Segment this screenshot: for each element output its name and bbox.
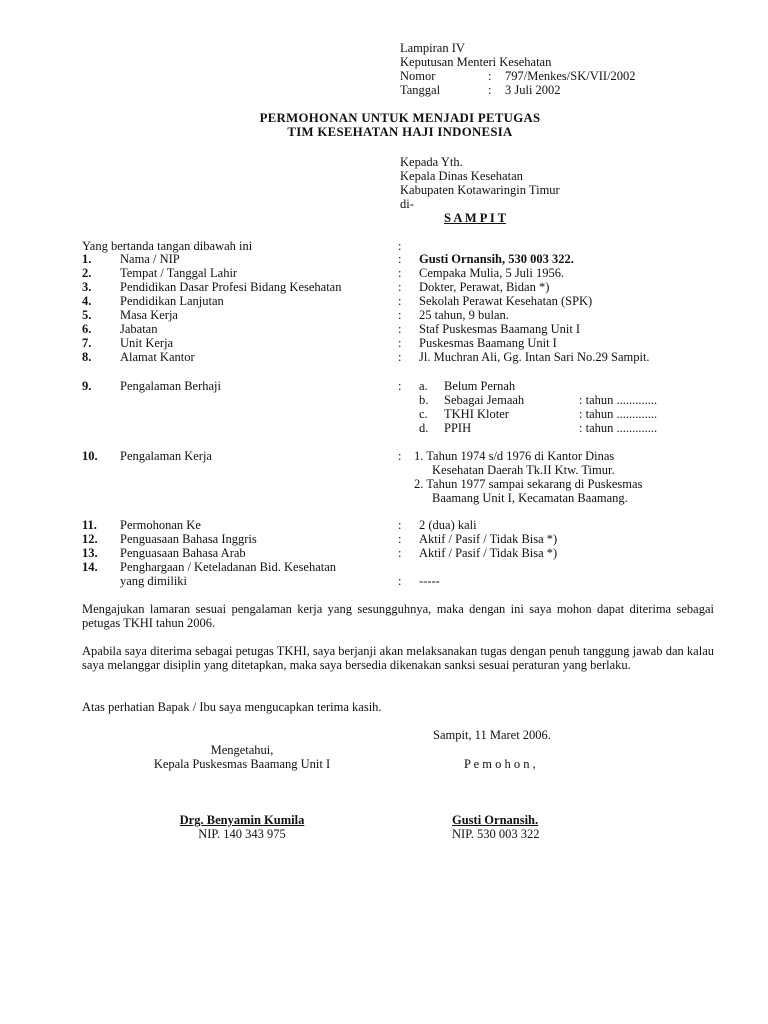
field-colon: : [398, 280, 402, 294]
field-value: 25 tahun, 9 bulan. [419, 308, 509, 322]
field-colon: : [398, 350, 402, 364]
place-date: Sampit, 11 Maret 2006. [433, 728, 551, 742]
kerja-line: Baamang Unit I, Kecamatan Baamang. [432, 491, 628, 505]
signer-left-name: Drg. Benyamin Kumila [179, 813, 305, 827]
paragraph-commitment: Apabila saya diterima sebagai petugas TKHI, saya berjanji akan melaksanakan tugas dengan penuh tanggung jawab dan kalau saya melanggar disiplin yang ditetapkan, maka saya bersedia dikenakan sanksi sesuai peraturan yang berlaku. [82, 644, 714, 673]
recipient-line3: Kabupaten Kotawaringin Timur [400, 183, 560, 197]
field-number: 13. [82, 546, 98, 560]
field-number: 9. [82, 379, 92, 393]
haji-item-year: : tahun ............. [579, 421, 658, 435]
kerja-line: Kesehatan Daerah Tk.II Ktw. Timur. [432, 463, 615, 477]
field-colon: : [398, 379, 402, 393]
document-title-line2: TIM KESEHATAN HAJI INDONESIA [287, 125, 513, 139]
field-value: Dokter, Perawat, Bidan *) [419, 280, 550, 294]
field-colon: : [398, 252, 402, 266]
field-colon: : [398, 336, 402, 350]
recipient-line4: di- [400, 197, 414, 211]
haji-item-text: TKHI Kloter [444, 407, 509, 421]
field-label: Penghargaan / Keteladanan Bid. Kesehatan [120, 560, 337, 574]
field-label-cont: yang dimiliki [120, 574, 188, 588]
field-number: 10. [82, 449, 98, 463]
field-value: Aktif / Pasif / Tidak Bisa *) [419, 546, 558, 560]
field-label: Pendidikan Lanjutan [120, 294, 224, 308]
kerja-line: 2. Tahun 1977 sampai sekarang di Puskesmas [414, 477, 643, 491]
signer-right-name: Gusti Ornansih. [452, 813, 539, 827]
field-value: Cempaka Mulia, 5 Juli 1956. [419, 266, 565, 280]
field-label: Nama / NIP [120, 252, 180, 266]
paragraph-application: Mengajukan lamaran sesuai pengalaman kerja yang sesungguhnya, maka dengan ini saya mohon dapat diterima sebagai petugas TKHI tahun 2006. [82, 602, 714, 631]
haji-item-text: PPIH [444, 421, 472, 435]
field-value: Puskesmas Baamang Unit I [419, 336, 557, 350]
field-number: 4. [82, 294, 92, 308]
nomor-value: 797/Menkes/SK/VII/2002 [505, 69, 636, 83]
haji-item-text: Belum Pernah [444, 379, 516, 393]
mengetahui-text: Mengetahui, [210, 743, 274, 757]
field-number: 14. [82, 560, 98, 574]
field-colon: : [398, 449, 402, 463]
haji-item-letter: d. [419, 421, 429, 435]
keputusan-text: Keputusan Menteri Kesehatan [400, 55, 552, 69]
haji-item-letter: a. [419, 379, 428, 393]
document-title-line1: PERMOHONAN UNTUK MENJADI PETUGAS [259, 111, 541, 125]
recipient-line1: Kepada Yth. [400, 155, 463, 169]
field-label: Pengalaman Kerja [120, 449, 212, 463]
field-value: ----- [419, 574, 440, 588]
haji-item-text: Sebagai Jemaah [444, 393, 525, 407]
field-number: 1. [82, 252, 92, 266]
recipient-line2: Kepala Dinas Kesehatan [400, 169, 523, 183]
pemohon-text: P e m o h o n , [464, 757, 536, 771]
field-value: Gusti Ornansih, 530 003 322. [419, 252, 574, 266]
field-number: 3. [82, 280, 92, 294]
field-number: 12. [82, 532, 98, 546]
field-value: Aktif / Pasif / Tidak Bisa *) [419, 532, 558, 546]
field-colon: : [398, 308, 402, 322]
field-number: 7. [82, 336, 92, 350]
haji-item-year: : tahun ............. [579, 393, 658, 407]
lampiran-text: Lampiran IV [400, 41, 465, 55]
kerja-line: 1. Tahun 1974 s/d 1976 di Kantor Dinas [414, 449, 615, 463]
field-number: 8. [82, 350, 92, 364]
field-value: Jl. Muchran Ali, Gg. Intan Sari No.29 Sampit. [419, 350, 650, 364]
intro-colon: : [398, 239, 402, 253]
field-number: 6. [82, 322, 92, 336]
field-number: 2. [82, 266, 92, 280]
tanggal-label: Tanggal [400, 83, 441, 97]
tanggal-colon: : [488, 83, 492, 97]
field-value: 2 (dua) kali [419, 518, 477, 532]
field-colon: : [398, 574, 402, 588]
field-colon: : [398, 546, 402, 560]
field-colon: : [398, 322, 402, 336]
kepala-puskesmas-text: Kepala Puskesmas Baamang Unit I [153, 757, 331, 771]
field-value: Staf Puskesmas Baamang Unit I [419, 322, 581, 336]
field-label: Pendidikan Dasar Profesi Bidang Kesehatan [120, 280, 342, 294]
paragraph-thanks: Atas perhatian Bapak / Ibu saya mengucapkan terima kasih. [82, 700, 382, 714]
field-value: Sekolah Perawat Kesehatan (SPK) [419, 294, 593, 308]
field-colon: : [398, 266, 402, 280]
field-label: Masa Kerja [120, 308, 178, 322]
field-label: Unit Kerja [120, 336, 174, 350]
field-label: Penguasaan Bahasa Inggris [120, 532, 257, 546]
field-colon: : [398, 518, 402, 532]
haji-item-year: : tahun ............. [579, 407, 658, 421]
recipient-city: S A M P I T [444, 211, 506, 225]
field-label: Permohonan Ke [120, 518, 201, 532]
signer-left-nip: NIP. 140 343 975 [198, 827, 286, 841]
field-colon: : [398, 532, 402, 546]
field-label: Tempat / Tanggal Lahir [120, 266, 238, 280]
signer-right-nip: NIP. 530 003 322 [452, 827, 540, 841]
field-label: Pengalaman Berhaji [120, 379, 222, 393]
nomor-label: Nomor [400, 69, 436, 83]
field-label: Jabatan [120, 322, 158, 336]
field-label: Alamat Kantor [120, 350, 195, 364]
haji-item-letter: c. [419, 407, 428, 421]
field-colon: : [398, 294, 402, 308]
tanggal-value: 3 Juli 2002 [505, 83, 561, 97]
field-label: Penguasaan Bahasa Arab [120, 546, 246, 560]
intro-text: Yang bertanda tangan dibawah ini [82, 239, 253, 253]
haji-item-letter: b. [419, 393, 429, 407]
field-number: 11. [82, 518, 97, 532]
field-number: 5. [82, 308, 92, 322]
nomor-colon: : [488, 69, 492, 83]
